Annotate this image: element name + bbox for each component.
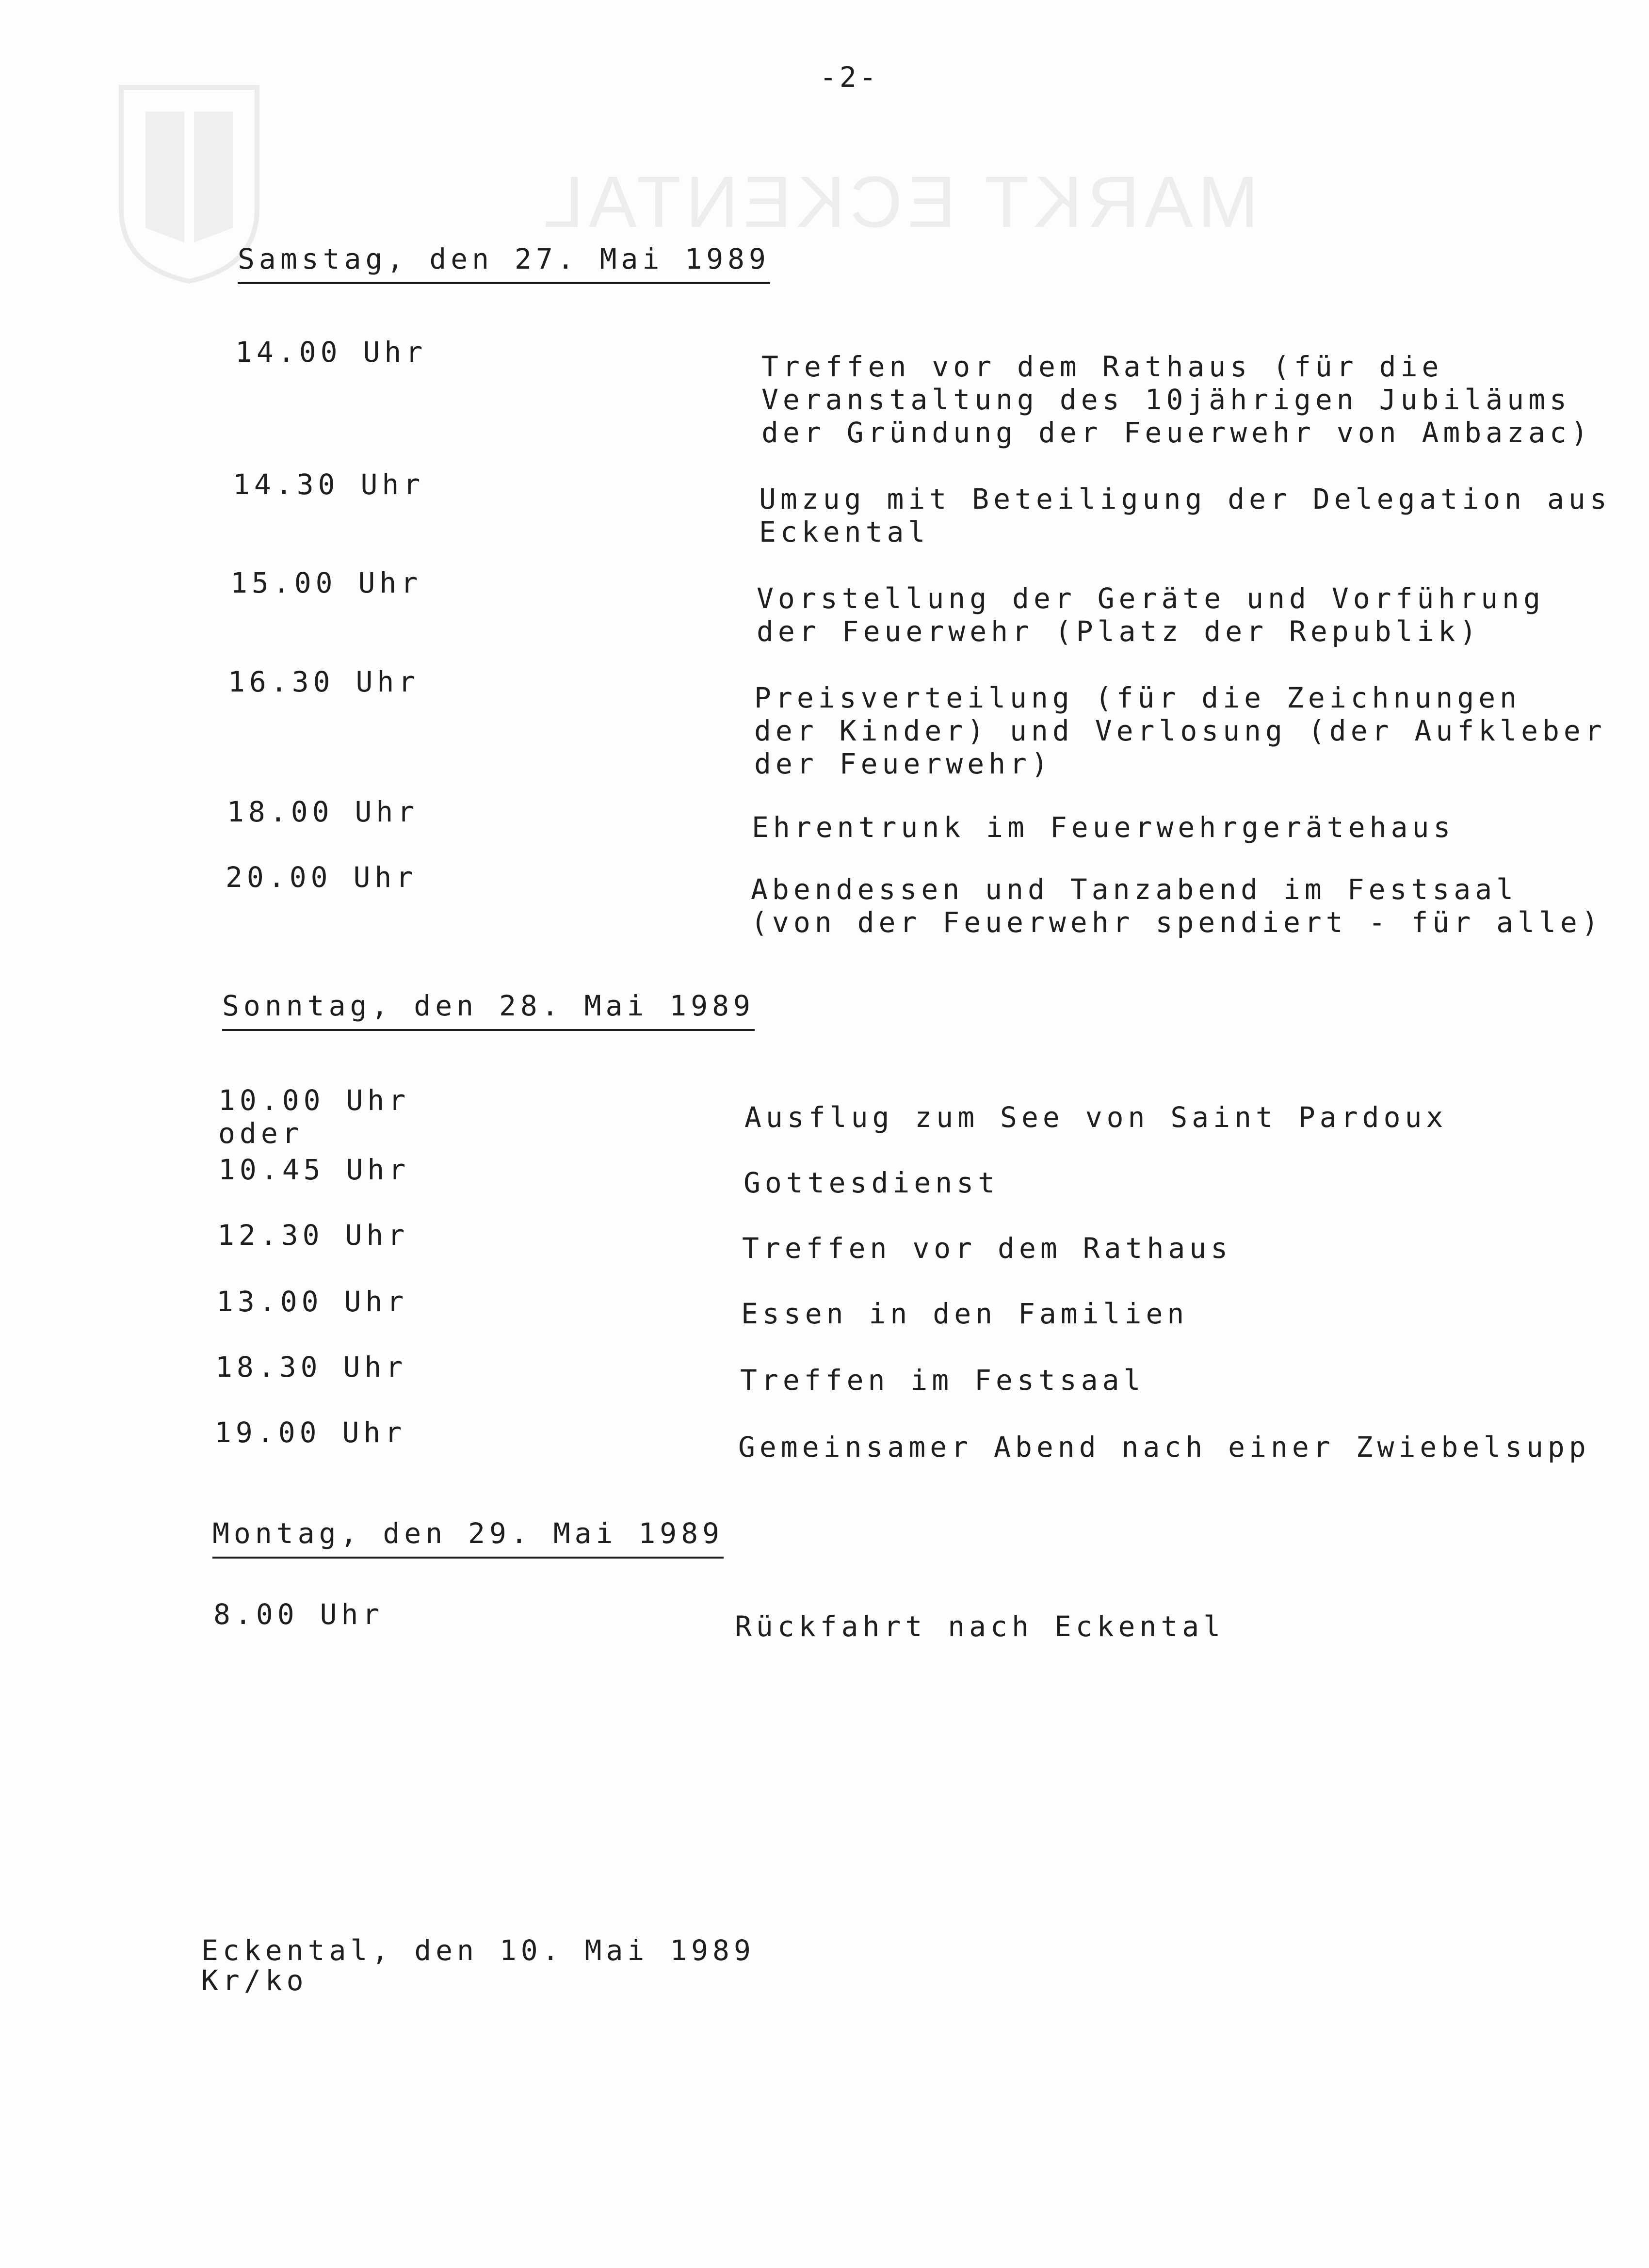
event-time: 12.30 Uhr [217, 1219, 409, 1252]
event-text: Treffen vor dem Rathaus [742, 1232, 1232, 1265]
event-text: Treffen vor dem Rathaus (für die Veranstaltung des 10jährigen Jubiläums der Gründung der Feuerwehr von Ambazac) [761, 350, 1592, 449]
event-text: Ehrentrunk im Feuerwehrgerätehaus [752, 811, 1455, 844]
event-text: Abendessen und Tanzabend im Festsaal (von der Feuerwehr spendiert - für alle) [751, 873, 1603, 939]
event-time: 18.30 Uhr [215, 1351, 407, 1383]
day-heading-sunday: Sonntag, den 28. Mai 1989 [222, 989, 755, 1031]
footer-initials: Kr/ko [201, 1964, 308, 1997]
event-time: 10.00 Uhr oder [218, 1084, 410, 1150]
event-time: 14.30 Uhr [233, 468, 425, 501]
event-time: 10.45 Uhr [218, 1153, 410, 1186]
page-number: -2- [820, 61, 879, 94]
letterhead-watermark: MARKT ECKENTAL [538, 161, 1259, 242]
event-text: Treffen im Festsaal [740, 1364, 1145, 1397]
event-text: Ausflug zum See von Saint Pardoux [744, 1101, 1448, 1134]
event-time: 13.00 Uhr [216, 1285, 408, 1318]
event-text: Rückfahrt nach Eckental [735, 1610, 1225, 1643]
event-text: Preisverteilung (für die Zeichnungen der Kinder) und Verlosung (der Aufkleber der Feuerwehr) [754, 681, 1606, 780]
event-text: Gottesdienst [744, 1166, 1000, 1199]
event-time: 19.00 Uhr [214, 1416, 406, 1449]
event-time: 14.00 Uhr [235, 336, 427, 369]
footer-place-date: Eckental, den 10. Mai 1989 [201, 1934, 755, 1967]
event-time: 8.00 Uhr [213, 1598, 384, 1631]
event-text: Essen in den Familien [741, 1297, 1189, 1330]
day-heading-saturday: Samstag, den 27. Mai 1989 [238, 242, 770, 284]
event-time: 18.00 Uhr [227, 795, 419, 828]
day-heading-monday: Montag, den 29. Mai 1989 [212, 1517, 724, 1559]
event-time: 16.30 Uhr [228, 665, 420, 698]
event-text: Vorstellung der Geräte und Vorführung der Feuerwehr (Platz der Republik) [757, 582, 1545, 648]
event-text: Gemeinsamer Abend nach einer Zwiebelsupp [738, 1431, 1590, 1464]
event-time: 20.00 Uhr [226, 861, 418, 894]
event-text: Umzug mit Beteiligung der Delegation aus Eckental [759, 483, 1611, 548]
event-time: 15.00 Uhr [230, 566, 422, 599]
